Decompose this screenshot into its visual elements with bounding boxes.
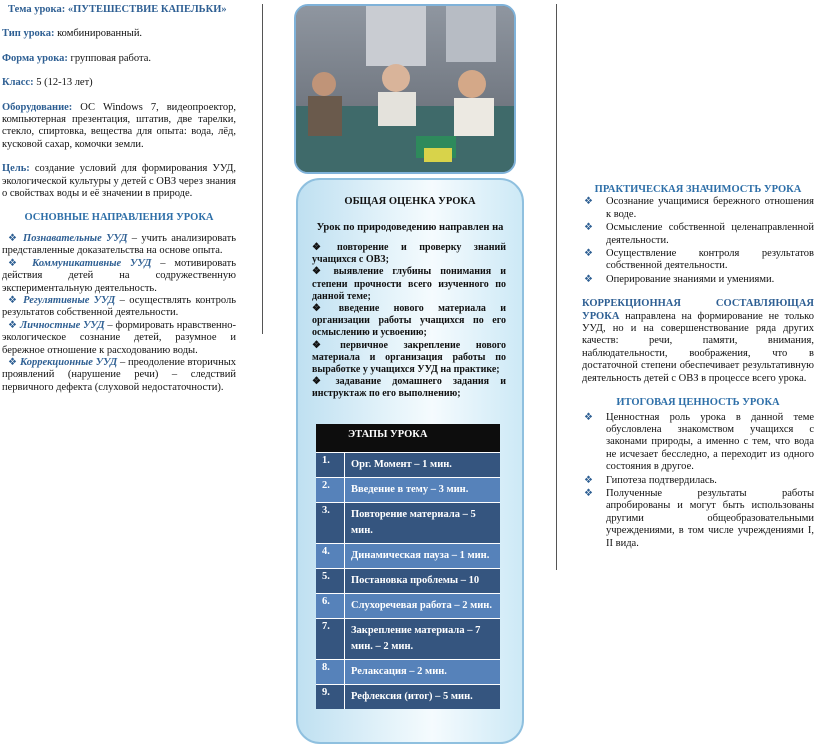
list-item: ❖ Коррекционные УУД – преодоление вторичных проявлений (нарушение речи) – следствий первичного дефекта (слуховой недостаточности). [2,356,237,393]
table-row: 2. Введение в тему – 3 мин. [316,477,500,502]
form-line: Форма урока: групповая работа. [2,52,151,64]
list-item: ❖ Оперирование знаниями и умениями. [584,273,775,285]
fold-line-right [556,4,557,570]
diamond-bullet-icon: ❖ [584,411,593,423]
diamond-bullet-icon: ❖ [584,248,593,260]
diamond-bullet-icon: ❖ [8,294,19,306]
diamond-bullet-icon: ❖ [312,242,332,253]
table-row: 1. Орг. Момент – 1 мин. [316,452,500,477]
list-item: ❖ Осуществление контроля результатов собственной деятельности. [584,248,814,272]
lesson-assessment-panel [296,178,524,744]
assessment-list [312,242,506,401]
table-row: 8. Релаксация – 2 мин. [316,659,500,684]
directions-list [2,233,236,394]
list-item: ❖ Коммуникативные УУД – мотивировать действия детей на содружественную экспериментальную деятельность. [2,257,237,294]
diamond-bullet-icon: ❖ [312,303,333,315]
list-item: ❖ Познавательные УУД – учить анализировать представленные доказательства на основе опыта. [2,232,236,257]
type-line: Тип урока: комбинированный. [2,28,143,40]
classroom-photo-illustration [296,6,514,172]
topic-line: Тема урока: «ПУТЕШЕСТВИЕ КАПЕЛЬКИ» [8,4,227,15]
diamond-bullet-icon: ❖ [584,273,593,285]
list-item: ❖ Личностные УУД – формировать нравственно-экологическое сознание детей, разумное и бережное отношение к расходованию воды. [2,319,236,356]
list-item: ❖ Ценностная роль урока в данной теме обусловлена знакомством учащихся с законами природы, а именно с тем, что вода не исчезает бесследно, а переходит из одного состояния в другое. [584,411,814,473]
list-item: ❖ Осмысление собственной целенаправленной деятельности. [584,222,814,246]
diamond-bullet-icon: ❖ [8,257,24,269]
table-row: 3. Повторение материала – 5 мин. [316,502,500,543]
classroom-photo [294,4,516,174]
left-column [2,0,236,394]
table-row: 5. Постановка проблемы – 10 [316,568,500,593]
practical-list [582,196,814,286]
diamond-bullet-icon: ❖ [8,232,19,244]
goal-line: Цель: создание условий для формирования УУД, экологической культуры у детей с ОВЗ через знания о свойствах воды и её значении в природе. [2,163,236,200]
diamond-bullet-icon: ❖ [8,319,18,331]
diamond-bullet-icon: ❖ [584,196,593,208]
final-value-heading: ИТОГОВАЯ ЦЕННОСТЬ УРОКА [616,397,780,409]
diamond-bullet-icon: ❖ [312,376,330,388]
equipment-line: Оборудование: ОС Windows 7, видеопроектор, компьютерная презентация, штатив, две тарелки, стекло, спиртовка, вещества для опыта: вода, лёд, кусковой сахар, комочки земли. [2,101,236,150]
list-item: ❖ первичное закрепление нового материала и организация работы по выработке у учащихся УУД на практике; [312,339,507,376]
stages-title: ЭТАПЫ УРОКА [316,424,500,452]
list-item: ❖ Полученные результаты работы апробированы и могут быть использованы другими общеобразовательными учреждениями, в том числе учреждениями I, II вида. [584,487,814,549]
correction-paragraph: КОРРЕКЦИОННАЯ СОСТАВЛЯЮЩАЯ УРОКА направлена на формирование не только УУД, но и на совершенствование ряда других качеств: речи, памяти, внимания, наблюдательности, воображения, что в достаточной степени обеспечивает результативную деятельность детей с ОВЗ в процессе всего урока. [582,298,814,384]
class-line: Класс: 5 (12-13 лет) [2,77,93,89]
diamond-bullet-icon: ❖ [584,474,593,486]
diamond-bullet-icon: ❖ [312,266,328,278]
stages-table [316,424,500,709]
assessment-title: ОБЩАЯ ОЦЕНКА УРОКА [344,196,476,207]
table-row: 4. Динамическая пауза – 1 мин. [316,543,500,568]
list-item: ❖ задавание домашнего задания и инструктаж по его выполнению; [312,376,506,400]
right-column [582,178,814,551]
assessment-subtitle: Урок по природоведению направлен на [316,222,504,233]
practical-significance-heading: ПРАКТИЧЕСКАЯ ЗНАЧИМОСТЬ УРОКА [594,184,802,195]
final-value-list [582,412,814,550]
table-row: 7. Закрепление материала – 7 мин. – 2 мин. [316,618,500,659]
list-item: ❖ повторение и проверку знаний учащихся с ОВЗ; [312,242,506,266]
diamond-bullet-icon: ❖ [584,487,593,499]
list-item: ❖ Гипотеза подтвердилась. [584,474,717,486]
list-item: ❖ Регулятивные УУД – осуществлять контроль результатов собственной деятельности. [2,294,236,319]
fold-line-left [262,4,263,334]
diamond-bullet-icon: ❖ [8,356,18,368]
main-directions-heading: ОСНОВНЫЕ НАПРАВЛЕНИЯ УРОКА [24,212,214,224]
diamond-bullet-icon: ❖ [584,222,593,234]
table-row: 6. Слухоречевая работа – 2 мин. [316,593,500,618]
list-item: ❖ введение нового материала и организации работы учащихся по его осмыслению и усвоению; [312,303,506,339]
list-item: ❖ выявление глубины понимания и степени прочности всего изученного по данной теме; [312,266,506,302]
table-row: 9. Рефлексия (итог) – 5 мин. [316,684,500,709]
diamond-bullet-icon: ❖ [312,339,335,351]
list-item: ❖ Осознание учащимися бережного отношения к воде. [584,196,814,220]
